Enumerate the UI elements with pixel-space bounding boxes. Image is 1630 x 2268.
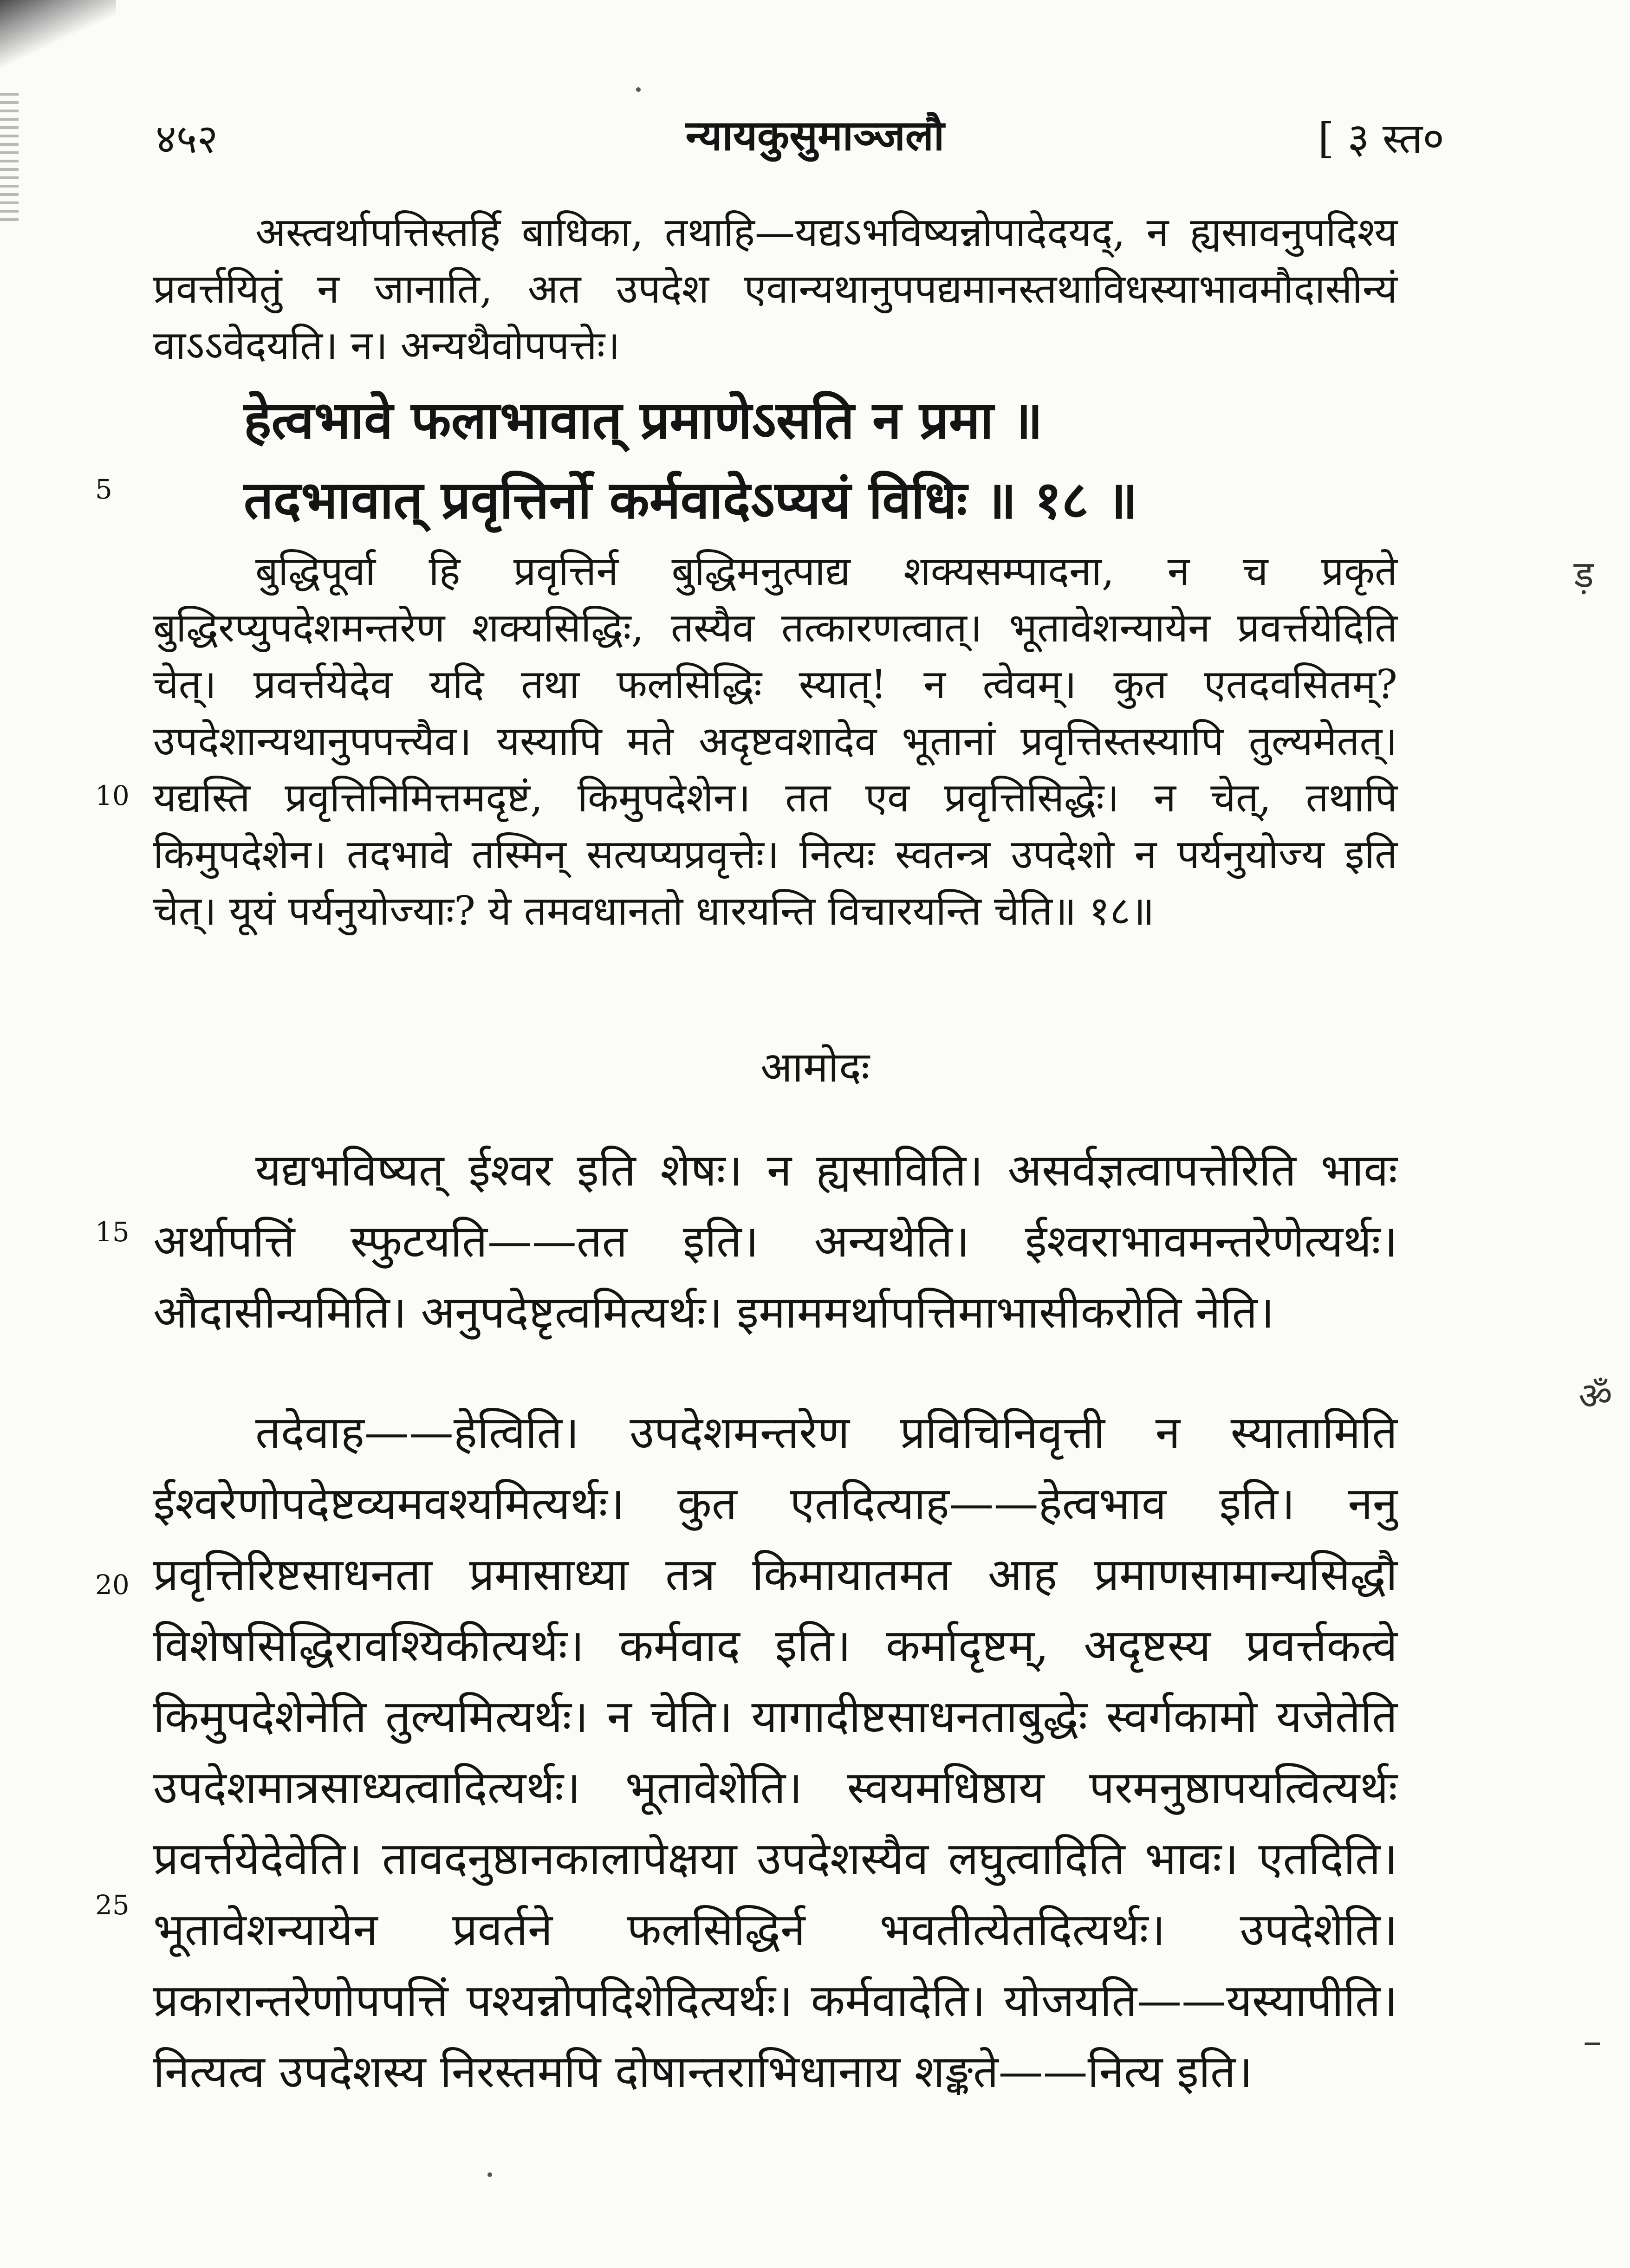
verse-line-2: तदभावात् प्रवृत्तिर्नो कर्मवादेऽप्ययं विधिः ॥ १८ ॥ (244, 470, 1138, 531)
amoda-paragraph-2: तदेवाह——हेत्विति। उपदेशमन्तरेण प्रविचिनिवृत्ती न स्यातामिति ईश्वरेणोपदेष्टव्यमवश्यमित्यर्थः। कुत एतदित्याह——हेत्वभाव इति। ननु प्रवृत्तिरिष्टसाधनता प्रमासाध्या तत्र किमायातमत आह प्रमाणसामान्यसिद्धौ विशेषसिद्धिरावश्यिकीत्यर्थः। कर्मवाद इति। कर्मादृष्टम्, अदृष्टस्य प्रवर्त्तकत्वे किमुपदेशेनेति तुल्यमित्यर्थः। न चेति। यागादीष्टसाधनताबुद्धेः स्वर्गकामो यजेतेति उपदेशमात्रसाध्यत्वादित्यर्थः। भूतावेशेति। स्वयमधिष्ठाय परमनुष्ठापयत्वित्यर्थः प्रवर्त्तयेदेवेति। तावदनुष्ठानकालापेक्षया उपदेशस्यैव लघुत्वादिति भावः। एतदिति। भूतावेशन्यायेन प्रवर्तने फलसिद्धिर्न भवतीत्येतदित्यर्थः। उपदेशेति। प्रकारान्तरेणोपपत्तिं पश्यन्नोपदिशेदित्यर्थः। कर्मवादेति। योजयति——यस्यापीति। नित्यत्व उपदेशस्य निरस्तमपि दोषान्तराभिधानाय शङ्कते——नित्य इति। (153, 1406, 1397, 2098)
amoda-paragraph-1: यद्यभविष्यत् ईश्वर इति शेषः। न ह्यसाविति। असर्वज्ञत्वापत्तेरिति भावः अर्थापत्तिं स्फुटयति——तत इति। अन्यथेति। ईश्वराभावमन्तरेणेत्यर्थः। औदासीन्यमिति। अनुपदेष्टृत्वमित्यर्थः। इमाममर्थापत्तिमाभासीकरोति नेति। (153, 1144, 1397, 1338)
page-header (0, 106, 1630, 171)
line-number-10: 10 (95, 780, 130, 811)
verse-line-1: हेत्वभावे फलाभावात् प्रमाणेऽसति न प्रमा ॥ (244, 390, 1043, 451)
intro-paragraph: अस्त्वर्थापत्तिस्तर्हि बाधिका, तथाहि—यद्यऽभविष्यन्नोपादेदयद्, न ह्यसावनुपदिश्य प्रवर्त्तयितुं न जानाति, अत उपदेश एवान्यथानुपपद्यमानस्तथाविधस्याभावमौदासीन्यं वाऽऽवेदयति। न। अन्यथैवोपपत्तेः। (153, 209, 1397, 369)
margin-mark: – (1583, 2019, 1602, 2062)
section-marker: [ ३ स्त० (1318, 114, 1444, 163)
page-number: ४५२ (156, 116, 218, 162)
karika-verse (244, 381, 1404, 540)
line-number-25: 25 (95, 1889, 130, 1921)
margin-mark: ॐ (1578, 1374, 1612, 1418)
line-number-15: 15 (95, 1216, 130, 1248)
commentary-paragraph: बुद्धिपूर्वा हि प्रवृत्तिर्न बुद्धिमनुत्पाद्य शक्यसम्पादना, न च प्रकृते बुद्धिरप्युपदेशमन्तरेण शक्यसिद्धिः, तस्यैव तत्कारणत्वात्। भूतावेशन्यायेन प्रवर्त्तयेदिति चेत्। प्रवर्त्तयेदेव यदि तथा फलसिद्धिः स्यात्! न त्वेवम्। कुत एतदवसितम्? उपदेशान्यथानुपपत्त्यैव। यस्यापि मते अदृष्टवशादेव भूतानां प्रवृत्तिस्तस्यापि तुल्यमेतत्। यद्यस्ति प्रवृत्तिनिमित्तमदृष्टं, किमुपदेशेन। तत एव प्रवृत्तिसिद्धेः। न चेत्, तथापि किमुपदेशेन। तदभावे तस्मिन् सत्यप्यप्रवृत्तेः। नित्यः स्वतन्त्र उपदेशो न पर्यनुयोज्य इति चेत्। यूयं पर्यनुयोज्याः? ये तमवधानतो धारयन्ति विचारयन्ति चेति॥ १८॥ (153, 548, 1397, 934)
line-number-5: 5 (95, 473, 112, 505)
scan-speck (636, 87, 641, 92)
scan-speck (487, 2172, 492, 2177)
line-number-20: 20 (95, 1569, 130, 1601)
margin-mark: ड़ (1574, 553, 1594, 596)
section-subheading: आमोदः (760, 1043, 870, 1092)
running-title: न्यायकुसुमाञ्जलौ (685, 111, 945, 160)
